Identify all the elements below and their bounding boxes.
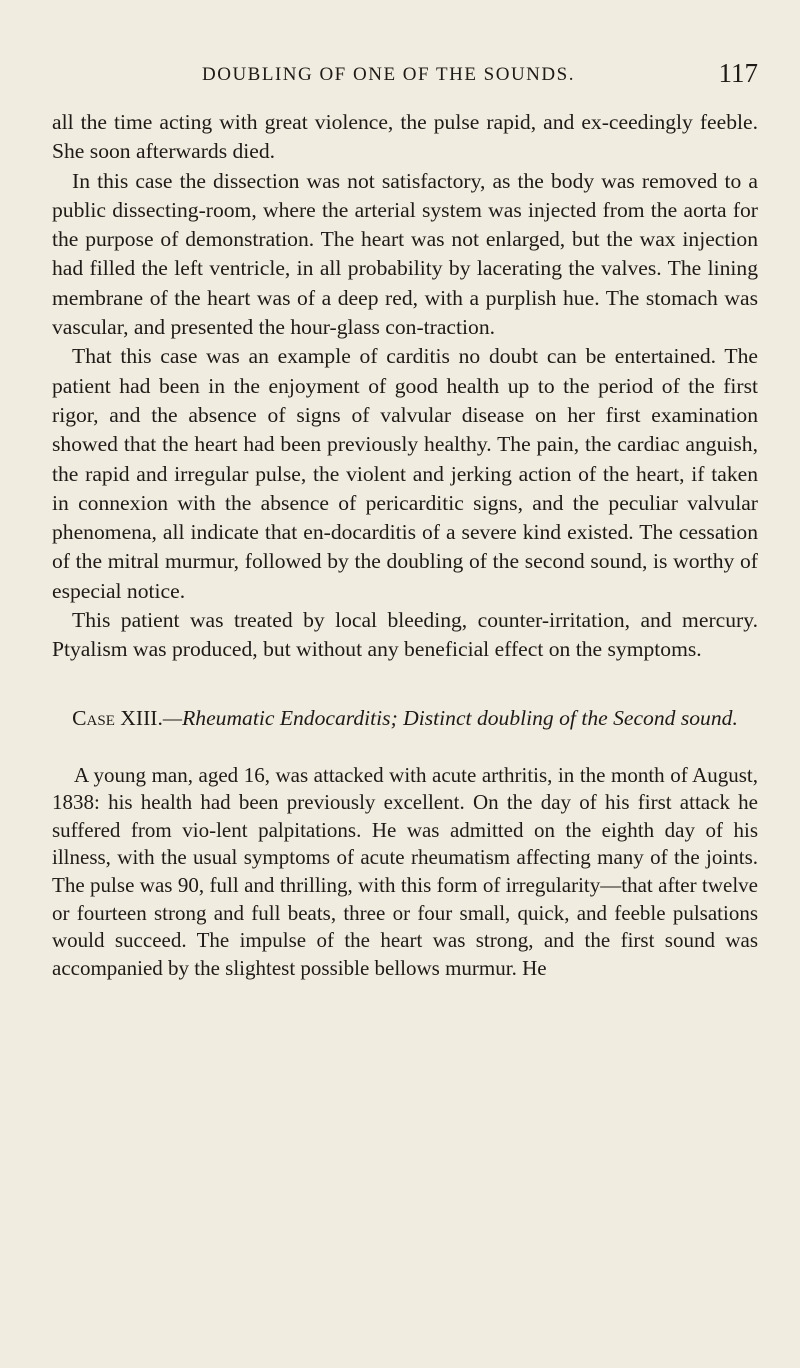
paragraph-3: That this case was an example of carditis no doubt can be entertained. The patient had been in the enjoyment of good health up to the period of the first rigor, and the absence of signs of valvular disease on her first examination showed that the heart had been previously healthy. The pain, the cardiac anguish, the rapid and irregular pulse, the violent and jerking action of the heart, if taken in connexion with the absence of pericarditic signs, and the peculiar valvular phenomena, all indicate that en-docarditis of a severe kind existed. The cessation of the mitral murmur, followed by the doubling of the second sound, is worthy of especial notice. (52, 344, 758, 603)
case-label: Case XIII. (72, 705, 163, 730)
paragraph-1: all the time acting with great violence, the pulse rapid, and ex-ceedingly feeble. She soon afterwards died. (52, 110, 758, 164)
case-title: —Rheumatic Endocarditis; Distinct doubling of the Second sound. (162, 705, 738, 730)
paragraph-2: In this case the dissection was not satisfactory, as the body was removed to a public dissecting-room, where the arterial system was injected from the aorta for the purpose of demonstration. The heart was not enlarged, but the wax injection had filled the left ventricle, in all probability by lacerating the valves. The lining membrane of the heart was of a deep red, with a purplish hue. The stomach was vascular, and presented the hour-glass con-traction. (52, 168, 758, 340)
page-number: 117 (718, 58, 758, 88)
running-title: DOUBLING OF ONE OF THE SOUNDS. (202, 64, 575, 85)
case-heading (52, 705, 758, 732)
case-paragraph: A young man, aged 16, was attacked with acute arthritis, in the month of August, 1838: his health had been previously excellent. On the day of his first attack he suffered from vio-lent palpitations. He was admitted on the eighth day of his illness, with the usual symptoms of acute rheumatism affecting many of the joints. The pulse was 90, full and thrilling, with this form of irregularity—that after twelve or fourteen strong and full beats, three or four small, quick, and feeble pulsations would succeed. The impulse of the heart was strong, and the first sound was accompanied by the slightest possible bellows murmur. He (52, 762, 758, 980)
body-text (52, 108, 758, 982)
running-head (52, 58, 758, 98)
paragraph-4: This patient was treated by local bleeding, counter-irritation, and mercury. Ptyalism was produced, but without any beneficial effect on the symptoms. (52, 608, 758, 662)
